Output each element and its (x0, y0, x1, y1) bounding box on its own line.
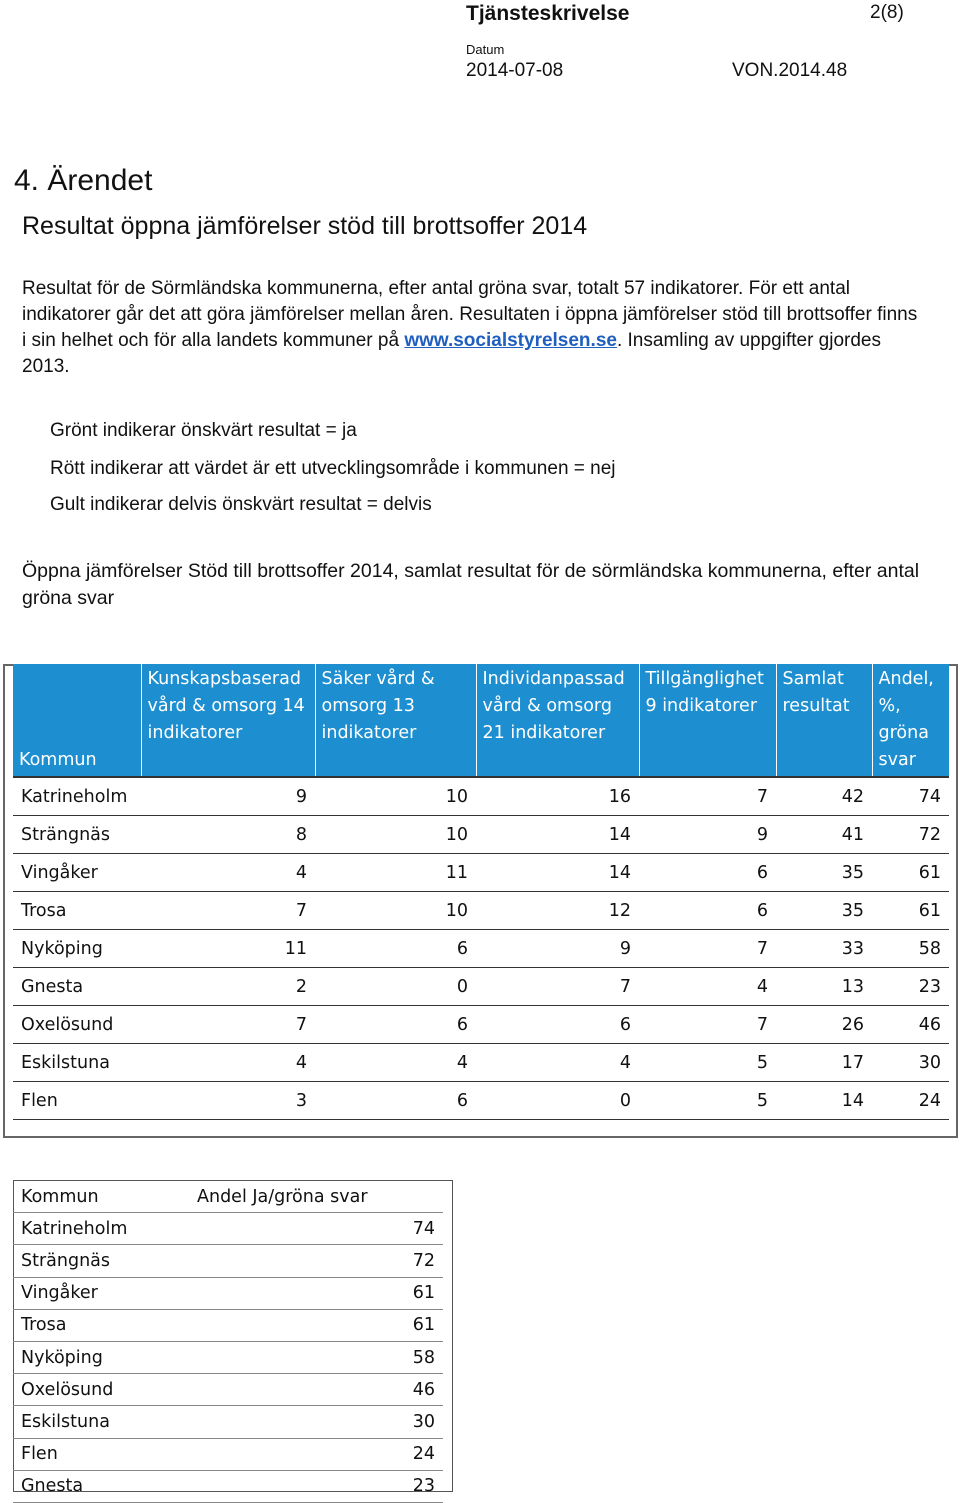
share-value: 24 (189, 1438, 443, 1470)
cell-value: 26 (776, 1006, 872, 1044)
share-value: 74 (189, 1213, 443, 1245)
cell-value: 7 (141, 1006, 315, 1044)
page-number: 2(8) (870, 2, 904, 23)
cell-value: 12 (476, 892, 639, 930)
cell-value: 61 (872, 892, 949, 930)
cell-value: 14 (476, 854, 639, 892)
cell-value: 4 (315, 1044, 476, 1082)
cell-value: 6 (315, 1082, 476, 1120)
col-header-kunskapsbaserad: Kunskapsbaserad vård & omsorg 14 indikatorer (141, 664, 315, 777)
intro-text-1: Resultat för de Sörmländska kommunerna, efter antal gröna svar, totalt 57 indikatorer. För ett antal indikatorer går det att göra jämförelser mellan åren. Resultaten i öppna jämförelser stöd till brottsoffer finns i sin helhet och för alla landets kommuner på (22, 278, 918, 351)
kommun-name: Strängnäs (13, 816, 141, 854)
document-date: 2014-07-08 (466, 60, 564, 81)
kommun-name: Katrineholm (13, 777, 141, 816)
table-caption: Öppna jämförelser Stöd till brottsoffer 2014, samlat resultat för de sörmländska kommunerna, efter antal gröna svar (22, 560, 920, 609)
cell-value: 74 (872, 777, 949, 816)
section-heading: 4. Ärendet (14, 164, 153, 197)
document-reference: VON.2014.48 (732, 60, 848, 81)
date-label: Datum (466, 42, 505, 57)
cell-value: 58 (872, 930, 949, 968)
col-header-kommun: Kommun (13, 664, 141, 777)
cell-value: 14 (776, 1082, 872, 1120)
cell-value: 11 (315, 854, 476, 892)
kommun-name: Gnesta (13, 968, 141, 1006)
kommun-name: Nyköping (13, 930, 141, 968)
table-row (13, 1341, 443, 1373)
cell-value: 30 (872, 1044, 949, 1082)
cell-value: 6 (639, 854, 776, 892)
cell-value: 16 (476, 777, 639, 816)
share-value: 61 (189, 1277, 443, 1309)
cell-value: 46 (872, 1006, 949, 1044)
cell-value: 17 (776, 1044, 872, 1082)
kommun-name: Eskilstuna (13, 1406, 189, 1438)
table-row (13, 777, 949, 816)
cell-value: 10 (315, 816, 476, 854)
cell-value: 6 (639, 892, 776, 930)
cell-value: 6 (315, 1006, 476, 1044)
cell-value: 2 (141, 968, 315, 1006)
cell-value: 7 (141, 892, 315, 930)
share-table (13, 1181, 443, 1503)
kommun-name: Vingåker (13, 854, 141, 892)
col-header-tillganglighet: Tillgänglighet 9 indikatorer (639, 664, 776, 777)
kommun-name: Trosa (13, 892, 141, 930)
cell-value: 0 (315, 968, 476, 1006)
cell-value: 13 (776, 968, 872, 1006)
cell-value: 6 (315, 930, 476, 968)
cell-value: 4 (141, 1044, 315, 1082)
table-row (13, 892, 949, 930)
kommun-name: Eskilstuna (13, 1044, 141, 1082)
cell-value: 10 (315, 777, 476, 816)
cell-value: 41 (776, 816, 872, 854)
cell-value: 33 (776, 930, 872, 968)
cell-value: 5 (639, 1082, 776, 1120)
cell-value: 9 (141, 777, 315, 816)
cell-value: 4 (639, 968, 776, 1006)
cell-value: 35 (776, 892, 872, 930)
intro-text-2: . Insamling av uppgifter gjordes 2013. (22, 330, 882, 377)
cell-value: 9 (639, 816, 776, 854)
cell-value: 23 (872, 968, 949, 1006)
share-value: 58 (189, 1341, 443, 1373)
cell-value: 24 (872, 1082, 949, 1120)
document-type: Tjänsteskrivelse (466, 2, 630, 25)
cell-value: 3 (141, 1082, 315, 1120)
share-value: 46 (189, 1374, 443, 1406)
share-table-header (13, 1181, 443, 1213)
cell-value: 7 (639, 777, 776, 816)
intro-paragraph (22, 276, 922, 380)
table-row (13, 1082, 949, 1120)
cell-value: 0 (476, 1082, 639, 1120)
table-row (13, 1245, 443, 1277)
share-value: 61 (189, 1309, 443, 1341)
kommun-name: Trosa (13, 1309, 189, 1341)
cell-value: 7 (639, 1006, 776, 1044)
cell-value: 9 (476, 930, 639, 968)
cell-value: 8 (141, 816, 315, 854)
table-row (13, 1044, 949, 1082)
cell-value: 11 (141, 930, 315, 968)
share-header-andel: Andel Ja/gröna svar (189, 1181, 443, 1213)
table-row (13, 968, 949, 1006)
legend-red: Rött indikerar att värdet är ett utvecklingsområde i kommunen = nej (50, 458, 616, 479)
results-table (13, 664, 949, 1120)
kommun-name: Nyköping (13, 1341, 189, 1373)
col-header-andel: Andel, %, gröna svar (872, 664, 949, 777)
table-row (13, 854, 949, 892)
cell-value: 7 (476, 968, 639, 1006)
cell-value: 7 (639, 930, 776, 968)
cell-value: 6 (476, 1006, 639, 1044)
table-row (13, 1406, 443, 1438)
kommun-name: Oxelösund (13, 1006, 141, 1044)
col-header-samlat: Samlat resultat (776, 664, 872, 777)
kommun-name: Gnesta (13, 1470, 189, 1502)
table-row (13, 930, 949, 968)
kommun-name: Flen (13, 1438, 189, 1470)
share-value: 23 (189, 1470, 443, 1502)
cell-value: 42 (776, 777, 872, 816)
col-header-saker-vard: Säker vård & omsorg 13 indikatorer (315, 664, 476, 777)
table-row (13, 1309, 443, 1341)
kommun-name: Vingåker (13, 1277, 189, 1309)
table-row (13, 1006, 949, 1044)
cell-value: 10 (315, 892, 476, 930)
share-value: 72 (189, 1245, 443, 1277)
share-value: 30 (189, 1406, 443, 1438)
cell-value: 72 (872, 816, 949, 854)
table-row (13, 1213, 443, 1245)
legend-green: Grönt indikerar önskvärt resultat = ja (50, 420, 357, 441)
table-row (13, 1438, 443, 1470)
legend-yellow: Gult indikerar delvis önskvärt resultat = delvis (50, 494, 432, 515)
cell-value: 4 (141, 854, 315, 892)
cell-value: 4 (476, 1044, 639, 1082)
kommun-name: Katrineholm (13, 1213, 189, 1245)
cell-value: 14 (476, 816, 639, 854)
cell-value: 61 (872, 854, 949, 892)
table-row (13, 816, 949, 854)
cell-value: 5 (639, 1044, 776, 1082)
table-row (13, 1374, 443, 1406)
kommun-name: Oxelösund (13, 1374, 189, 1406)
kommun-name: Flen (13, 1082, 141, 1120)
kommun-name: Strängnäs (13, 1245, 189, 1277)
table-row (13, 1277, 443, 1309)
socialstyrelsen-link[interactable]: www.socialstyrelsen.se (404, 330, 617, 351)
section-subheading: Resultat öppna jämförelser stöd till brottsoffer 2014 (22, 212, 588, 240)
share-header-kommun: Kommun (13, 1181, 189, 1213)
cell-value: 35 (776, 854, 872, 892)
col-header-individanpassad: Individanpassad vård & omsorg 21 indikatorer (476, 664, 639, 777)
